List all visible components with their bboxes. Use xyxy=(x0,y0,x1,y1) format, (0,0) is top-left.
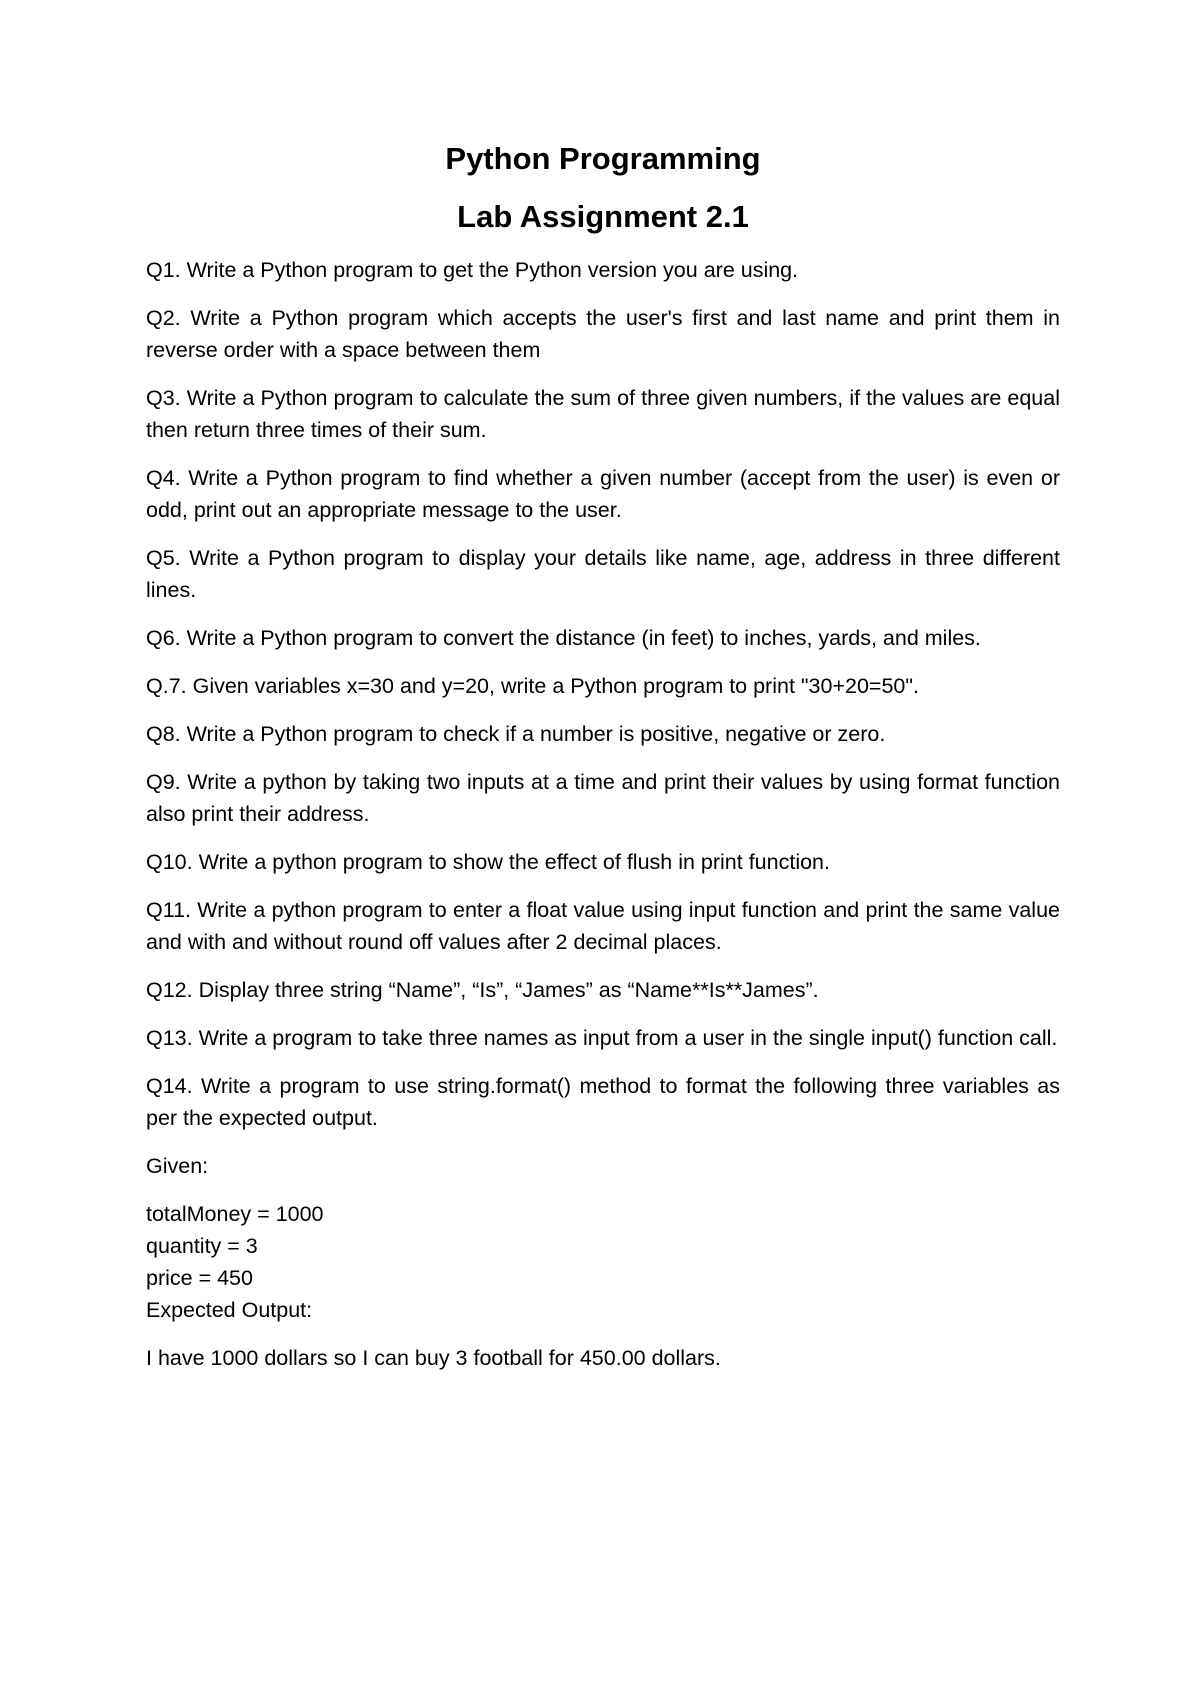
question-4: Q4. Write a Python program to find whether a given number (accept from the user) is even or odd, print out an appropriate message to the user. xyxy=(146,466,1060,522)
question-3: Q3. Write a Python program to calculate the sum of three given numbers, if the values are equal then return three times of their sum. xyxy=(146,386,1060,442)
document-content xyxy=(146,140,1060,1390)
given-line-price: price = 450 xyxy=(146,1266,253,1290)
document-subtitle: Lab Assignment 2.1 xyxy=(457,199,749,234)
question-5: Q5. Write a Python program to display your details like name, age, address in three different lines. xyxy=(146,546,1060,602)
given-line-quantity: quantity = 3 xyxy=(146,1234,258,1258)
question-6: Q6. Write a Python program to convert the distance (in feet) to inches, yards, and miles. xyxy=(146,626,981,650)
question-7: Q.7. Given variables x=30 and y=20, write a Python program to print "30+20=50". xyxy=(146,674,919,698)
given-label: Given: xyxy=(146,1154,209,1178)
question-2: Q2. Write a Python program which accepts the user's first and last name and print them in reverse order with a space between them xyxy=(146,306,1060,362)
question-14: Q14. Write a program to use string.format() method to format the following three variables as per the expected output. xyxy=(146,1074,1060,1130)
question-11: Q11. Write a python program to enter a float value using input function and print the same value and with and without round off values after 2 decimal places. xyxy=(146,898,1060,954)
question-10: Q10. Write a python program to show the effect of flush in print function. xyxy=(146,850,830,874)
document-title: Python Programming xyxy=(445,141,761,176)
given-variables xyxy=(146,1198,1060,1326)
expected-output-text: I have 1000 dollars so I can buy 3 football for 450.00 dollars. xyxy=(146,1346,721,1370)
question-1: Q1. Write a Python program to get the Python version you are using. xyxy=(146,258,799,282)
question-13: Q13. Write a program to take three names as input from a user in the single input() function call. xyxy=(146,1026,1058,1050)
question-12: Q12. Display three string “Name”, “Is”, “James” as “Name**Is**James”. xyxy=(146,978,819,1002)
question-8: Q8. Write a Python program to check if a number is positive, negative or zero. xyxy=(146,722,886,746)
question-9: Q9. Write a python by taking two inputs at a time and print their values by using format function also print their address. xyxy=(146,770,1060,826)
given-line-total-money: totalMoney = 1000 xyxy=(146,1202,324,1226)
expected-output-label: Expected Output: xyxy=(146,1298,313,1322)
